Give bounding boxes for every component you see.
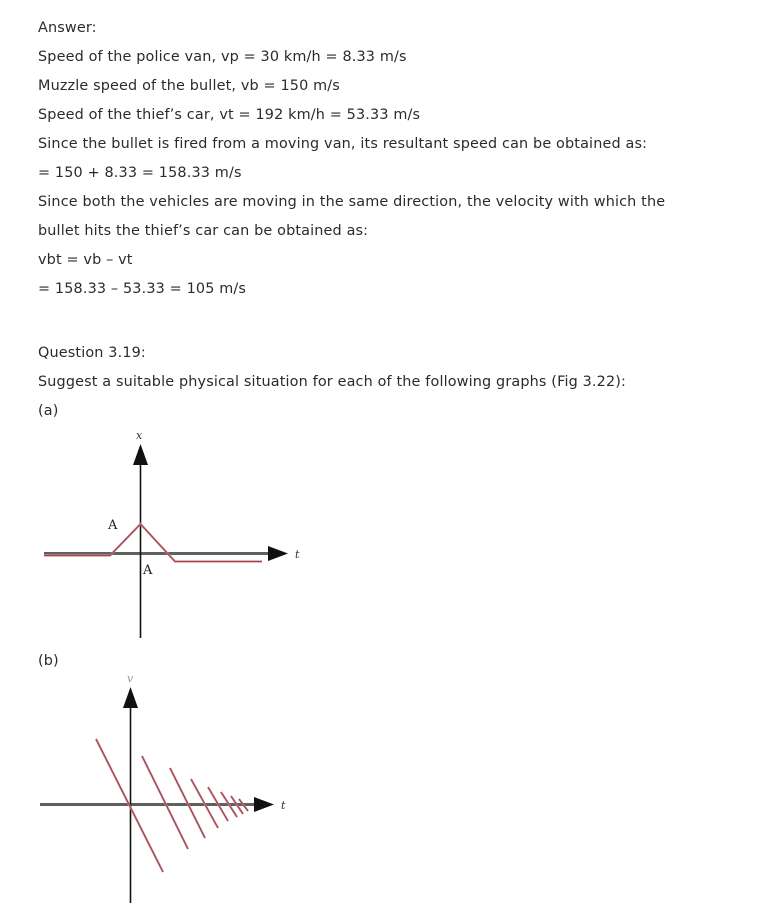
answer-text-block bbox=[38, 14, 750, 304]
part-b-label: (b) bbox=[38, 653, 59, 669]
answer-line-7: bullet hits the thief’s car can be obtained as: bbox=[38, 223, 369, 239]
graph-b-segment-2-core bbox=[142, 756, 188, 849]
answer-line-8: vbt = vb – vt bbox=[38, 252, 133, 268]
graph-a-label-A-lower: A bbox=[143, 563, 153, 578]
answer-line-4: Since the bullet is fired from a moving van, its resultant speed can be obtained as: bbox=[38, 136, 648, 152]
answer-line-1: Speed of the police van, vp = 30 km/h = 8.33 m/s bbox=[38, 49, 407, 65]
graph-a-svg bbox=[30, 425, 330, 645]
graph-b-figure bbox=[30, 668, 350, 910]
graph-a-label-A-upper: A bbox=[108, 518, 118, 533]
graph-a-x-axis-label: x bbox=[136, 429, 143, 442]
answer-line-5: = 150 + 8.33 = 158.33 m/s bbox=[38, 165, 242, 181]
question-block bbox=[38, 339, 750, 397]
part-a-label: (a) bbox=[38, 403, 59, 419]
question-number: Question 3.19: bbox=[38, 345, 146, 361]
graph-b-v-axis-label: v bbox=[127, 672, 134, 685]
answer-line-2: Muzzle speed of the bullet, vb = 150 m/s bbox=[38, 78, 340, 94]
answer-line-9: = 158.33 – 53.33 = 105 m/s bbox=[38, 281, 247, 297]
question-text: Suggest a suitable physical situation for each of the following graphs (Fig 3.22): bbox=[38, 374, 627, 390]
graph-b-t-axis-arrowhead bbox=[254, 797, 274, 812]
graph-a-t-axis-arrowhead bbox=[268, 546, 288, 561]
graph-b-v-axis-arrowhead bbox=[123, 687, 138, 708]
answer-line-6: Since both the vehicles are moving in the same direction, the velocity with which the bbox=[38, 194, 666, 210]
graph-b-t-axis-label: t bbox=[281, 799, 286, 812]
graph-a-figure bbox=[30, 425, 330, 645]
graph-a-x-axis-arrowhead bbox=[133, 444, 148, 465]
answer-heading: Answer: bbox=[38, 20, 97, 36]
graph-a-curve-core bbox=[44, 524, 262, 562]
graph-b-svg bbox=[30, 668, 350, 910]
graph-a-t-axis-label: t bbox=[295, 548, 300, 561]
answer-line-3: Speed of the thief’s car, vt = 192 km/h = 53.33 m/s bbox=[38, 107, 421, 123]
